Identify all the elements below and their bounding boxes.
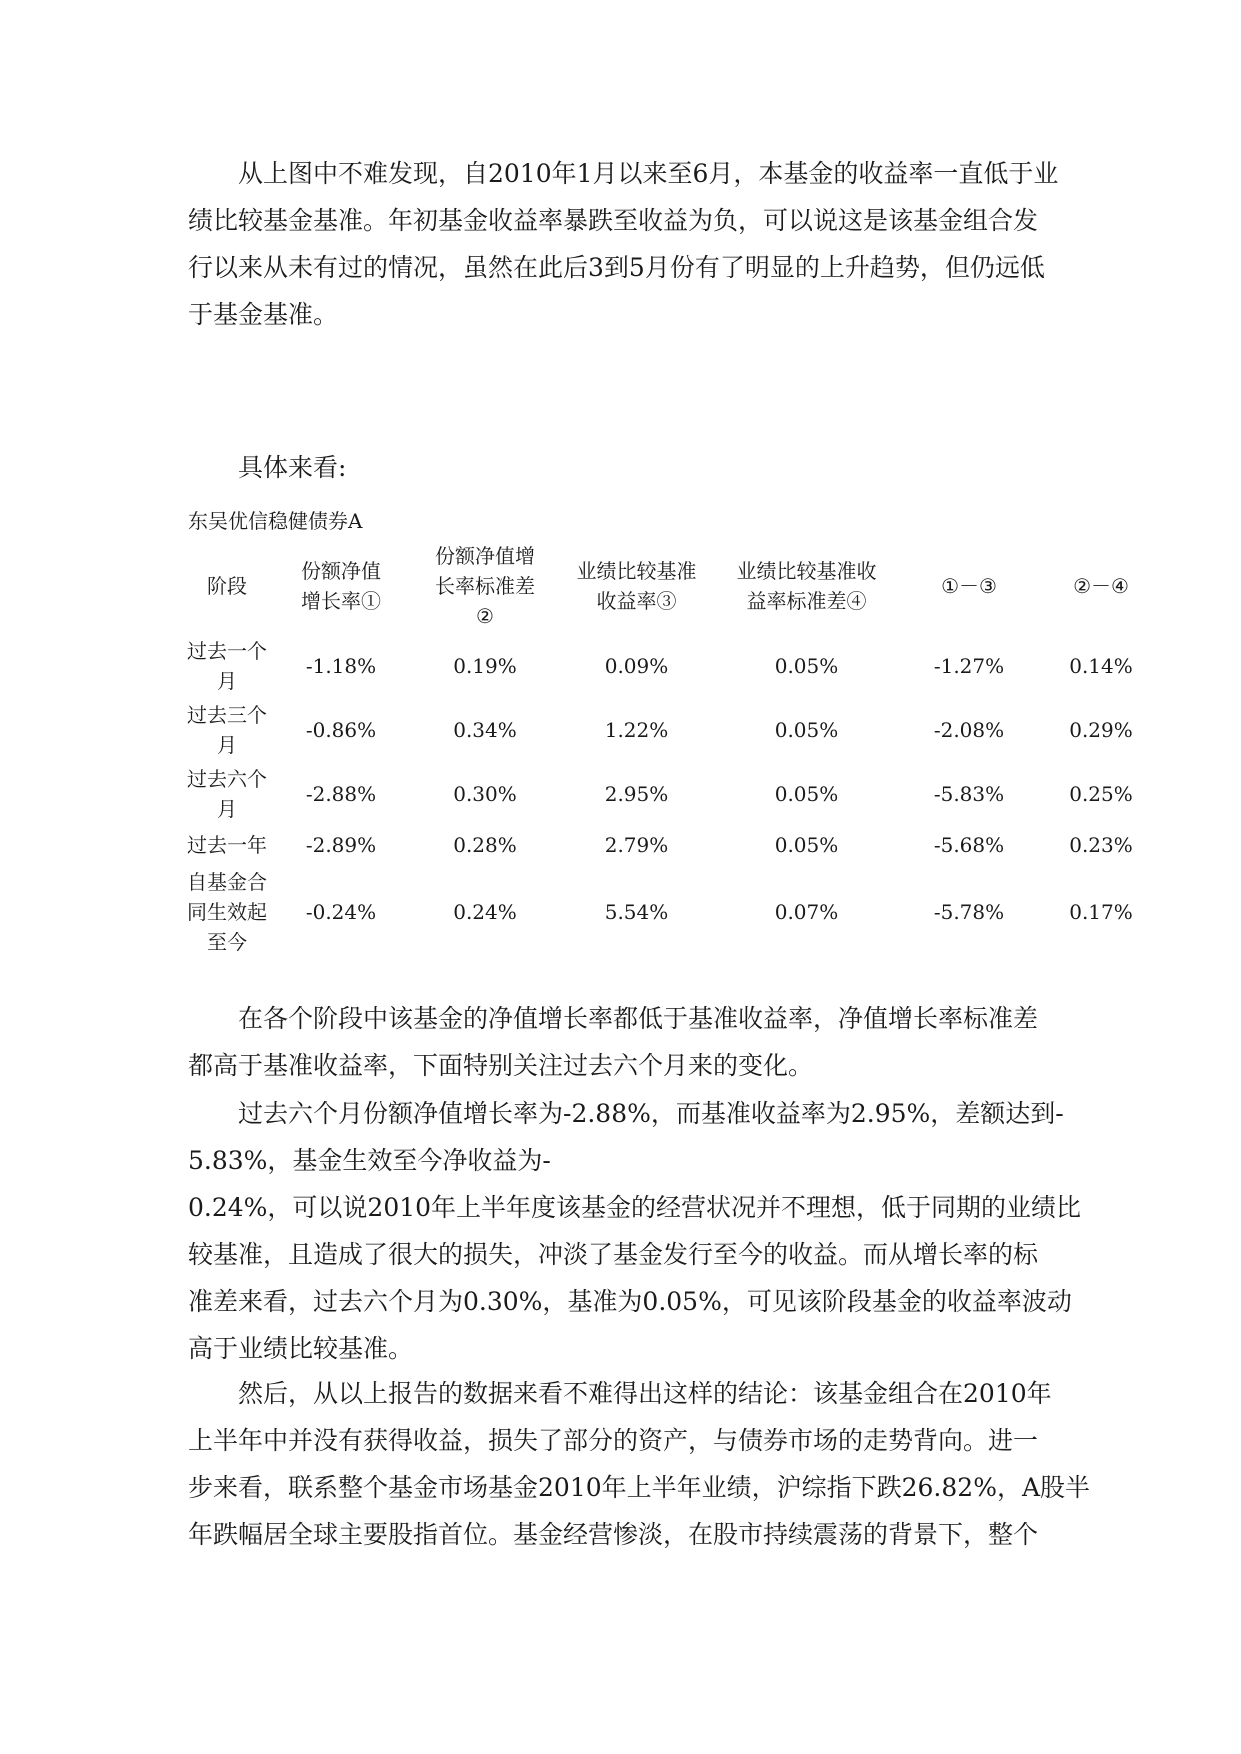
cell-value: 0.09% [604, 654, 669, 678]
cell-value: 2.95% [604, 782, 669, 806]
cell-period: 自基金合 同生效起 至今 [187, 870, 267, 954]
cell-value: -1.27% [933, 654, 1005, 678]
text-line: 行以来从未有过的情况，虽然在此后3到5月份有了明显的上升趋势，但仍远低 [188, 253, 1045, 282]
cell-value: -5.68% [933, 833, 1005, 857]
cell-value: 0.17% [1069, 900, 1133, 924]
text-line: 从上图中不难发现，自2010年1月以来至6月，本基金的收益率一直低于业 [238, 159, 1059, 188]
text-line: 5.83%，基金生效至今净收益为- [188, 1146, 551, 1175]
text-line: 过去六个月份额净值增长率为-2.88%，而基准收益率为2.95%，差额达到- [238, 1099, 1064, 1128]
cell-value: 2.79% [604, 833, 669, 857]
subheading: 具体来看: [238, 453, 347, 482]
cell-value: 0.05% [774, 654, 839, 678]
cell-value: -0.86% [305, 718, 377, 742]
text-line: 都高于基准收益率，下面特别关注过去六个月来的变化。 [188, 1051, 814, 1080]
table-row [183, 826, 1163, 864]
cell-period: 过去一年 [187, 833, 267, 857]
cell-period: 过去一个 月 [187, 639, 267, 693]
cell-value: 1.22% [604, 718, 669, 742]
table-title: 东吴优信稳健债券A [188, 509, 363, 533]
header-diff-2-4: ②－④ [1073, 574, 1129, 598]
cell-value: 0.34% [453, 718, 517, 742]
cell-value: -5.83% [933, 782, 1005, 806]
text-line: 步来看，联系整个基金市场基金2010年上半年业绩，沪综指下跌26.82%，A股半 [188, 1473, 1091, 1502]
cell-value: 0.05% [774, 782, 839, 806]
paragraph-analysis [188, 995, 1048, 1089]
text-line: 较基准，且造成了很大的损失，冲淡了基金发行至今的收益。而从增长率的标 [188, 1240, 1039, 1269]
cell-value: 0.23% [1069, 833, 1133, 857]
text-line: 于基金基准。 [188, 300, 339, 329]
text-line: 年跌幅居全球主要股指首位。基金经营惨淡，在股市持续震荡的背景下，整个 [188, 1520, 1039, 1549]
table-header-row [183, 538, 1163, 634]
cell-value: 0.05% [774, 718, 839, 742]
cell-value: 0.24% [453, 900, 517, 924]
cell-value: 0.14% [1069, 654, 1133, 678]
table-row [183, 634, 1163, 698]
cell-value: 0.30% [453, 782, 517, 806]
text-line: 高于业绩比较基准。 [188, 1334, 414, 1363]
cell-period: 过去六个 月 [187, 767, 267, 821]
fund-performance-table [183, 538, 1163, 960]
cell-value: -5.78% [933, 900, 1005, 924]
table-row [183, 864, 1163, 960]
cell-value: -2.88% [305, 782, 377, 806]
paragraph-conclusion [188, 1370, 1091, 1558]
cell-value: 0.19% [453, 654, 517, 678]
cell-value: 0.07% [774, 900, 839, 924]
header-diff-1-3: ①－③ [941, 574, 997, 598]
cell-value: 0.28% [453, 833, 517, 857]
cell-value: 0.29% [1069, 718, 1133, 742]
cell-value: 0.25% [1069, 782, 1133, 806]
header-period: 阶段 [207, 574, 247, 598]
text-line: 绩比较基金基准。年初基金收益率暴跌至收益为负，可以说这是该基金组合发 [188, 206, 1039, 235]
header-nav-growth-std: 份额净值增 长率标准差 ② [435, 544, 535, 628]
cell-value: -1.18% [305, 654, 377, 678]
header-benchmark-std: 业绩比较基准收 益率标准差④ [736, 559, 877, 613]
table-row [183, 762, 1163, 826]
paragraph-six-months [188, 1090, 1082, 1372]
cell-period: 过去三个 月 [187, 703, 267, 757]
text-line: 上半年中并没有获得收益，损失了部分的资产，与债券市场的走势背向。进一 [188, 1426, 1039, 1455]
text-line: 在各个阶段中该基金的净值增长率都低于基准收益率，净值增长率标准差 [238, 1004, 1039, 1033]
paragraph-intro [188, 150, 1059, 338]
cell-value: -2.08% [933, 718, 1005, 742]
text-line: 0.24%，可以说2010年上半年度该基金的经营状况并不理想，低于同期的业绩比 [188, 1193, 1082, 1222]
text-line: 然后，从以上报告的数据来看不难得出这样的结论：该基金组合在2010年 [238, 1379, 1052, 1408]
cell-value: -2.89% [305, 833, 377, 857]
header-nav-growth: 份额净值 增长率① [301, 559, 381, 613]
text-line: 准差来看，过去六个月为0.30%，基准为0.05%，可见该阶段基金的收益率波动 [188, 1287, 1072, 1316]
cell-value: 0.05% [774, 833, 839, 857]
table-row [183, 698, 1163, 762]
cell-value: -0.24% [305, 900, 377, 924]
cell-value: 5.54% [604, 900, 669, 924]
header-benchmark-return: 业绩比较基准 收益率③ [576, 559, 697, 613]
